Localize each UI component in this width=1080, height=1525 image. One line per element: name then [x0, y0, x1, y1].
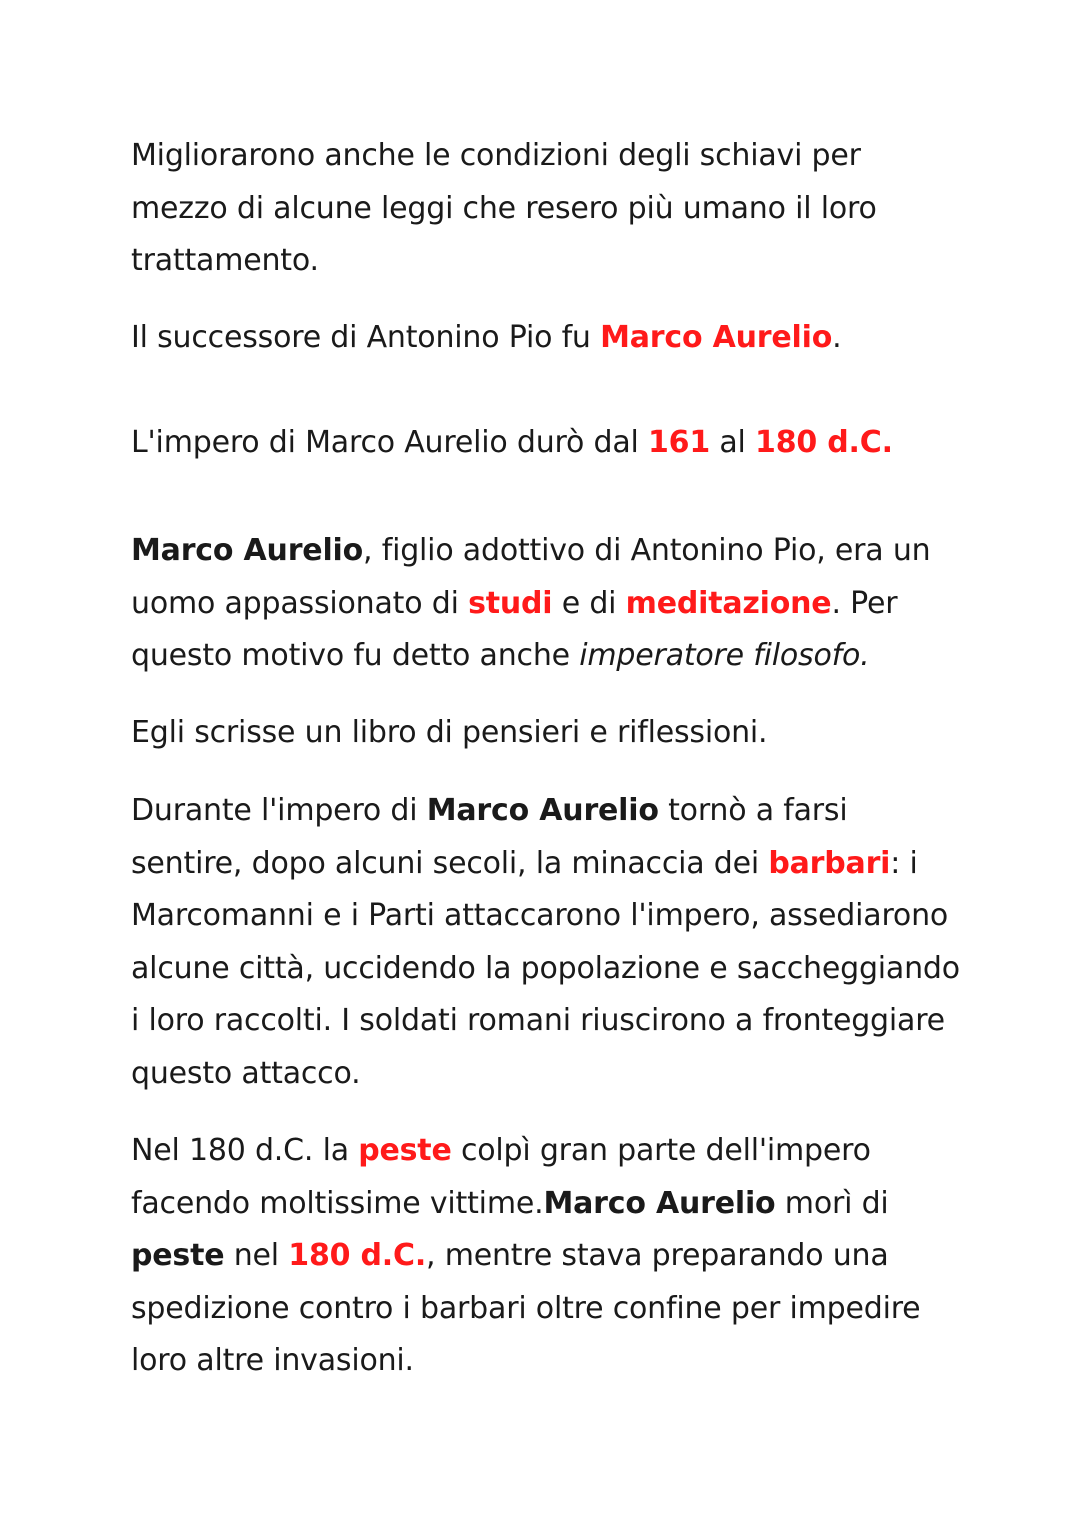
paragraph-slaves	[131, 130, 961, 288]
paragraph-text: : i Marcomanni e i Parti attaccarono l'impero, assediarono alcune città, uccidendo la popolazione e saccheggiando i loro raccolti. I soldati romani riuscirono a fronteggiare questo attacco.	[131, 845, 960, 1091]
paragraph-text: Il successore di Antonino Pio fu	[131, 320, 601, 355]
paragraph-text: Migliorarono anche le condizioni degli schiavi per mezzo di alcune leggi che resero più umano il loro trattamento.	[131, 138, 877, 278]
paragraph-plague	[131, 1125, 971, 1388]
paragraph-text: al	[710, 425, 756, 460]
paragraph-text: . Per questo motivo fu detto anche	[131, 585, 898, 673]
paragraph-barbarians	[131, 785, 961, 1100]
highlight-year: 180 d.C.	[288, 1238, 427, 1273]
highlight-meditazione: meditazione	[625, 585, 832, 621]
paragraph-text: .	[832, 320, 842, 355]
highlight-year-start: 161	[647, 425, 711, 460]
bold-name: Marco Aurelio	[131, 533, 364, 568]
paragraph-text: colpì gran parte dell'impero facendo moltissime vittime.	[131, 1133, 871, 1221]
paragraph-text: nel	[224, 1238, 289, 1273]
highlight-peste: peste	[358, 1133, 452, 1168]
paragraph-text: tornò a farsi sentire, dopo alcuni secoli, la minaccia dei	[131, 793, 848, 881]
highlight-name: Marco Aurelio	[600, 320, 833, 355]
paragraph-text: , mentre stava preparando una spedizione contro i barbari oltre confine per impedire loro altre invasioni.	[131, 1238, 921, 1378]
paragraph-text: e di	[552, 585, 626, 621]
paragraph-text: , figlio adottivo di Antonino Pio, era un uomo appassionato di	[131, 533, 931, 621]
paragraph-text: L'impero di Marco Aurelio durò dal	[131, 425, 648, 460]
italic-epithet: imperatore filosofo.	[579, 638, 870, 673]
paragraph-philosopher	[131, 525, 961, 683]
highlight-barbari: barbari	[768, 845, 891, 881]
paragraph-successor	[131, 312, 961, 365]
paragraph-book	[131, 707, 961, 760]
highlight-studi: studi	[468, 585, 553, 621]
bold-name: Marco Aurelio	[543, 1185, 776, 1221]
highlight-year-end: 180 d.C.	[755, 425, 893, 460]
paragraph-text: morì di	[775, 1185, 889, 1221]
paragraph-reign-dates	[131, 417, 961, 470]
paragraph-text: Durante l'impero di	[131, 793, 427, 828]
bold-peste: peste	[131, 1238, 225, 1273]
paragraph-text: Nel 180 d.C. la	[131, 1133, 359, 1168]
bold-name: Marco Aurelio	[426, 793, 659, 828]
paragraph-text: Egli scrisse un libro di pensieri e riflessioni.	[131, 715, 768, 750]
